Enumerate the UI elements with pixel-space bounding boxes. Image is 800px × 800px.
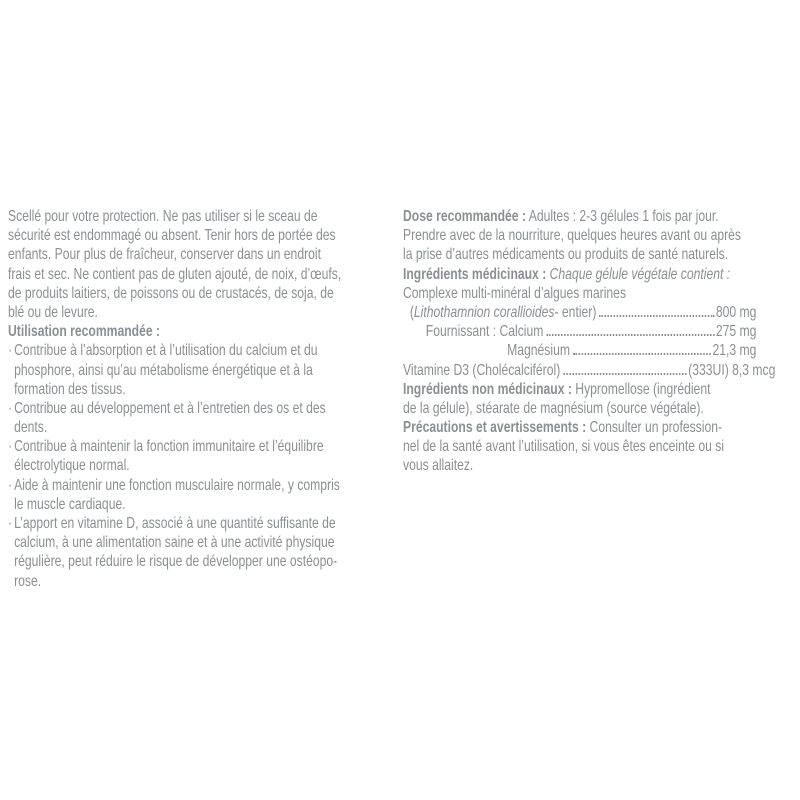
dotted-leader <box>599 315 714 317</box>
complex-name: Complexe multi-minéral d’algues marines <box>403 284 627 302</box>
bullet-icon: · <box>8 342 13 360</box>
ingredient-name: Lithothamnion corallioides <box>413 303 555 321</box>
bullet-icon: · <box>8 399 13 417</box>
bullet-line: Aide à maintenir une fonction musculaire normale, y compris <box>14 476 340 494</box>
ingredient-row-vitamin-d3 <box>403 361 775 380</box>
ingredient-name: Vitamine D3 (Cholécalciférol) <box>403 361 561 379</box>
dotted-leader <box>573 353 711 355</box>
bullet-line: régulière, peut réduire le risque de développer une ostéopo- <box>14 553 338 571</box>
dose-text: Adultes : 2-3 gélules 1 fois par jour. <box>526 208 719 225</box>
bullet-icon: · <box>8 515 13 532</box>
precautions-line <box>403 418 783 437</box>
usage-bullet <box>8 476 396 514</box>
bullet-line: électrolytique normal. <box>14 457 130 475</box>
precautions-line: nel de la santé avant l’utilisation, si vous êtes enceinte ou si <box>403 438 725 456</box>
ingredient-amount: 275 mg <box>715 323 757 341</box>
ingredient-amount: (333UI) 8,3 mcg <box>688 361 776 379</box>
precautions-heading: Précautions et avertissements : <box>403 419 587 437</box>
dotted-leader <box>563 373 686 375</box>
nonmedicinal-line <box>403 380 783 399</box>
usage-heading: Utilisation recommandée : <box>8 323 161 341</box>
usage-bullet <box>8 399 396 437</box>
dose-and-ingredients-column <box>403 207 783 476</box>
ingredient-amount: 800 mg <box>715 303 757 321</box>
dose-line: Prendre avec de la nourriture, quelques heures avant ou après <box>403 227 741 245</box>
dotted-leader <box>546 334 714 336</box>
bullet-line: L’apport en vitamine D, associé à une quantité suffisante de <box>14 515 336 532</box>
dose-heading: Dose recommandée : <box>403 208 527 225</box>
medicinal-heading: Ingrédients médicinaux : <box>403 265 547 283</box>
bullet-line: Contribue au développement et à l’entretien des os et des <box>14 399 326 417</box>
bullet-icon: · <box>8 438 13 456</box>
storage-and-usage-column <box>8 207 396 591</box>
precautions-text: Consulter un profession- <box>586 419 723 437</box>
medicinal-line <box>403 265 783 284</box>
usage-bullet <box>8 341 396 399</box>
usage-bullet <box>8 437 396 475</box>
bullet-line: Contribue à l’absorption et à l’utilisation du calcium et du <box>14 342 318 360</box>
intro-line: frais et sec. Ne contient pas de gluten ajouté, de noix, d’œufs, <box>8 265 342 283</box>
nonmedicinal-heading: Ingrédients non médicinaux : <box>403 380 572 398</box>
usage-bullet <box>8 514 396 591</box>
dose-line <box>403 207 783 226</box>
bullet-line: dents. <box>14 419 48 437</box>
bullet-line: le muscle cardiaque. <box>14 495 126 513</box>
bullet-line: formation des tissus. <box>14 380 126 398</box>
nonmedicinal-line: de la gélule), stéarate de magnésium (source végétale). <box>403 399 704 417</box>
intro-line: enfants. Pour plus de fraîcheur, conserver dans un endroit <box>8 246 321 264</box>
ingredient-row-magnesium <box>403 341 756 360</box>
nonmedicinal-text: Hypromellose (ingrédient <box>571 380 711 398</box>
usage-list <box>8 341 396 590</box>
bullet-line: calcium, à une alimentation saine et à une activité physique <box>14 534 335 552</box>
bullet-icon: · <box>8 476 13 494</box>
ingredient-row-lithothamnion <box>403 303 756 322</box>
paren: ( <box>409 303 414 321</box>
ingredient-name: Magnésium <box>507 342 570 360</box>
bullet-line: Contribue à maintenir la fonction immunitaire et l’équilibre <box>14 438 324 456</box>
medicinal-subtitle: Chaque gélule végétale contient : <box>546 265 731 283</box>
intro-line: sécurité est endommagé ou absent. Tenir hors de portée des <box>8 227 336 245</box>
intro-line: Scellé pour votre protection. Ne pas utiliser si le sceau de <box>8 208 318 225</box>
ingredient-row-calcium <box>403 322 756 341</box>
intro-line: blé ou de levure. <box>8 303 98 321</box>
ingredient-amount: 21,3 mg <box>712 342 757 360</box>
dose-line: la prise d’autres médicaments ou produits de santé naturels. <box>403 246 729 264</box>
bullet-line: rose. <box>14 572 42 590</box>
intro-line: de produits laitiers, de poissons ou de crustacés, de soja, de <box>8 284 334 302</box>
precautions-line: vous allaitez. <box>403 457 474 475</box>
ingredient-name: Fournissant : Calcium <box>425 323 544 341</box>
ingredient-detail: - entier) <box>554 303 597 321</box>
bullet-line: phosphore, ainsi qu’au métabolisme énergétique et à la <box>14 361 313 379</box>
